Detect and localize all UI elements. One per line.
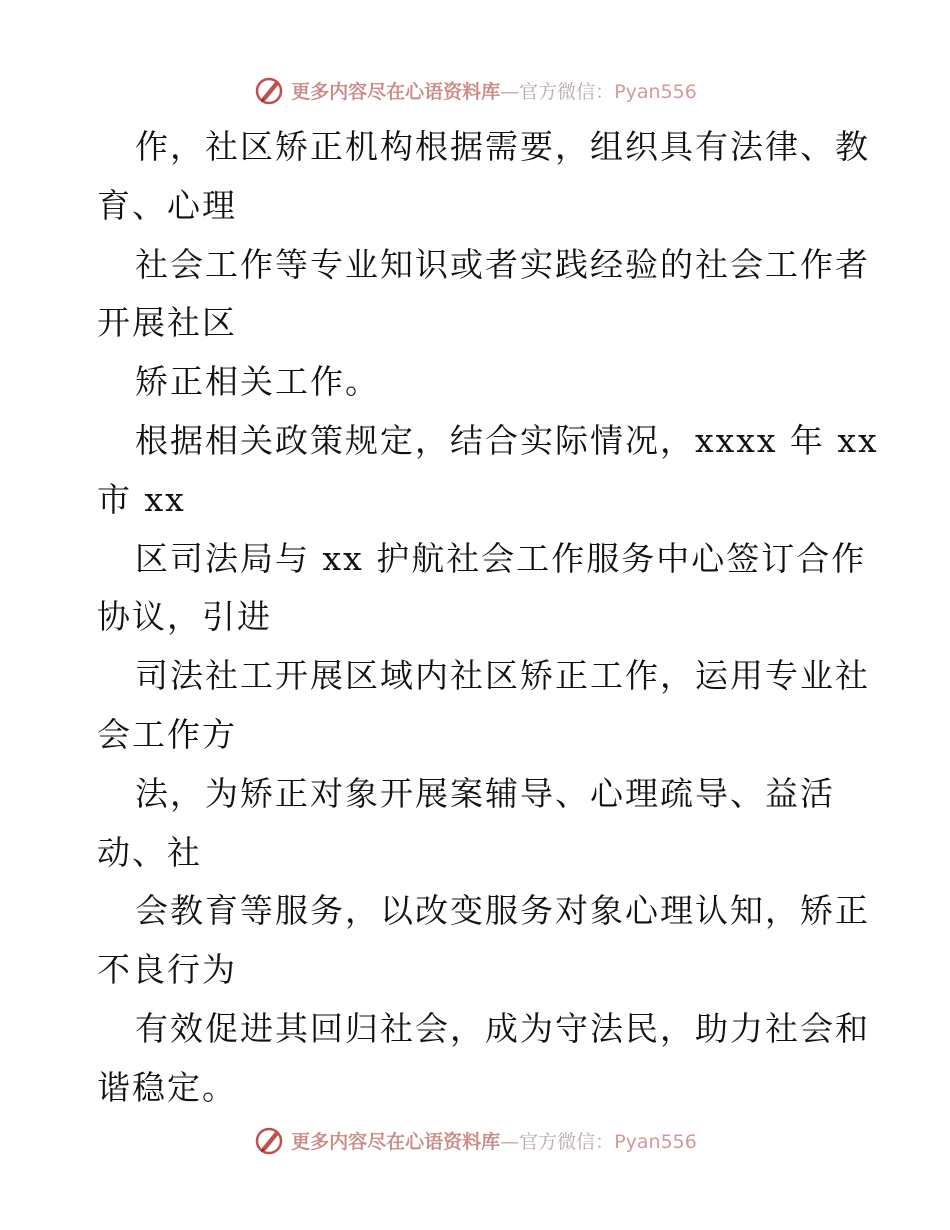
text-line: 作，社区矫正机构根据需要，组织具有法律、教 bbox=[135, 127, 870, 166]
document-body bbox=[97, 118, 879, 1118]
text-line: 育、心理 bbox=[97, 185, 237, 225]
text-line: 会教育等服务，以改变服务对象心理认知，矫正 bbox=[135, 891, 870, 931]
text-line: 市 xx bbox=[97, 479, 186, 519]
watermark-channel: 官方微信： bbox=[519, 80, 615, 103]
red-pen-logo-icon bbox=[253, 74, 285, 106]
text-line: 谐稳定。 bbox=[97, 1067, 237, 1107]
text-line: 动、社 bbox=[97, 832, 202, 872]
watermark-dash: — bbox=[500, 80, 520, 103]
text-line: 会工作方 bbox=[97, 714, 237, 754]
text-line: 协议，引进 bbox=[97, 597, 272, 637]
header-watermark bbox=[0, 70, 950, 110]
watermark-text bbox=[291, 77, 697, 104]
text-line: 根据相关政策规定，结合实际情况，xxxx 年 xx bbox=[135, 420, 879, 460]
watermark-wechat-id: Pyan556 bbox=[614, 1130, 697, 1153]
footer-watermark bbox=[0, 1120, 950, 1160]
watermark-channel: 官方微信： bbox=[519, 1130, 615, 1153]
watermark-brand: 更多内容尽在心语资料库 bbox=[291, 80, 501, 103]
text-line: 法，为矫正对象开展案辅导、心理疏导、益活 bbox=[135, 773, 835, 813]
text-line: 矫正相关工作。 bbox=[135, 362, 380, 402]
watermark-dash: — bbox=[500, 1130, 520, 1153]
watermark-brand: 更多内容尽在心语资料库 bbox=[291, 1130, 501, 1153]
text-line: 开展社区 bbox=[97, 303, 237, 343]
watermark-wechat-id: Pyan556 bbox=[614, 80, 697, 103]
red-pen-logo-icon bbox=[253, 1124, 285, 1156]
text-line: 司法社工开展区域内社区矫正工作，运用专业社 bbox=[135, 656, 870, 696]
text-line: 区司法局与 xx 护航社会工作服务中心签订合作 bbox=[135, 538, 867, 578]
watermark-text bbox=[291, 1127, 697, 1154]
text-line: 有效促进其回归社会，成为守法民，助力社会和 bbox=[135, 1008, 870, 1048]
text-line: 社会工作等专业知识或者实践经验的社会工作者 bbox=[135, 244, 870, 284]
text-line: 不良行为 bbox=[97, 950, 237, 990]
